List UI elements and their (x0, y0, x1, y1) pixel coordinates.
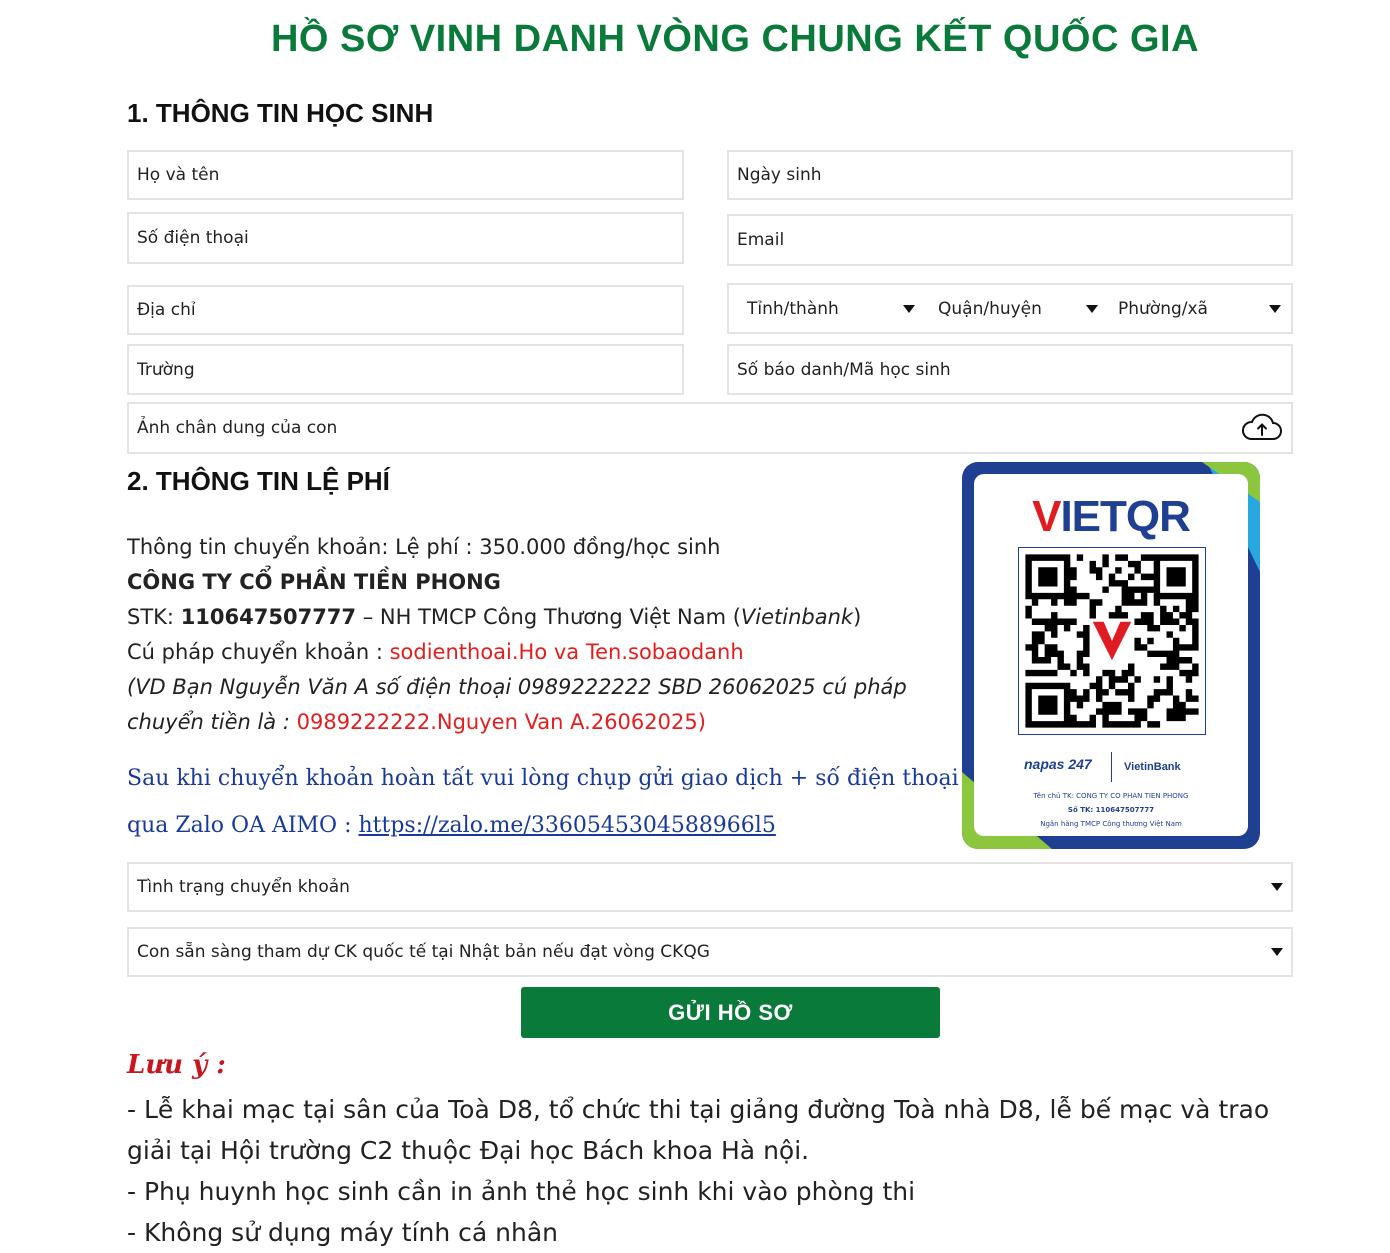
ready-international-select[interactable] (127, 927, 1293, 977)
email-field[interactable] (727, 214, 1293, 266)
fullname-field[interactable] (127, 150, 684, 200)
chevron-down-icon (1086, 305, 1098, 313)
account-number: 110647507777 (180, 605, 357, 629)
dob-field[interactable] (727, 150, 1293, 200)
district-label: Quận/huyện (938, 298, 1042, 319)
cloud-upload-icon[interactable] (1241, 413, 1283, 443)
chevron-down-icon (1271, 948, 1283, 956)
vietqr-v: V (1032, 492, 1061, 541)
location-selects (727, 283, 1293, 334)
ward-label: Phường/xã (1118, 298, 1208, 319)
qr-account-number: Số TK: 110647507777 (1067, 806, 1155, 814)
example-value: 0989222222.Nguyen Van A.26062025) (296, 710, 706, 734)
email-input[interactable] (729, 216, 1291, 264)
bank-name: Vietinbank (740, 605, 854, 629)
qr-code-icon (1018, 547, 1206, 735)
province-label: Tỉnh/thành (747, 298, 839, 319)
school-input[interactable] (129, 346, 682, 393)
bank-account-line (127, 600, 861, 635)
vietinbank-logo: VietinBank (1124, 761, 1181, 773)
qr-inner (974, 474, 1248, 836)
example-line-2 (127, 705, 706, 740)
portrait-label: Ảnh chân dung của con (137, 418, 338, 438)
vietqr-text: IETQR (1060, 492, 1190, 541)
zalo-link[interactable]: https://zalo.me/3360545304588966l5 (358, 813, 776, 838)
note-item: - Phụ huynh học sinh cần in ảnh thẻ học sinh khi vào phòng thi (127, 1177, 916, 1206)
address-input[interactable] (129, 287, 682, 333)
vietqr-card (962, 462, 1260, 849)
province-select[interactable] (747, 285, 915, 332)
phone-field[interactable] (127, 212, 684, 264)
note-item: - Không sử dụng máy tính cá nhân (127, 1218, 559, 1247)
example-prefix: chuyển tiền là : (127, 710, 297, 734)
page-title: HỒ SƠ VINH DANH VÒNG CHUNG KẾT QUỐC GIA (270, 18, 1200, 60)
company-name: CÔNG TY CỔ PHẦN TIỀN PHONG (127, 570, 501, 594)
note-item: - Lễ khai mạc tại sân của Toà D8, tổ chức thi tại giảng đường Toà nhà D8, lễ bế mạc và trao giải tại Hội trường C2 thuộc Đại học Bách khoa Hà nội. (127, 1095, 1270, 1165)
stk-prefix: STK: (127, 605, 181, 629)
notes-heading: Lưu ý : (127, 1050, 226, 1080)
qr-bank-name: Ngân hàng TMCP Công thương Việt Nam (1040, 820, 1182, 828)
logo-divider (1111, 752, 1112, 782)
address-field[interactable] (127, 285, 684, 335)
chevron-down-icon (903, 305, 915, 313)
fee-line: Thông tin chuyển khoản: Lệ phí : 350.000 đồng/học sinh (127, 535, 721, 559)
vietqr-logo (974, 492, 1248, 542)
example-line-1: (VD Bạn Nguyễn Văn A số điện thoại 0989222222 SBD 26062025 cú pháp (127, 675, 907, 699)
chevron-down-icon (1269, 305, 1281, 313)
ward-select[interactable] (1118, 285, 1281, 332)
section-fee-heading: 2. THÔNG TIN LỆ PHÍ (127, 466, 390, 496)
submit-button[interactable]: GỬI HỒ SƠ (521, 987, 940, 1038)
transfer-status-label: Tình trạng chuyển khoản (137, 877, 350, 897)
student-id-input[interactable] (729, 346, 1291, 393)
syntax-value: sodienthoai.Ho va Ten.sobaodanh (389, 640, 744, 664)
zalo-instructions (127, 755, 977, 849)
syntax-label: Cú pháp chuyển khoản : (127, 640, 390, 664)
district-select[interactable] (938, 285, 1098, 332)
portrait-upload[interactable] (127, 402, 1293, 454)
section-student-info-heading: 1. THÔNG TIN HỌC SINH (127, 98, 434, 128)
napas-logo: napas 247 (1024, 756, 1092, 772)
ready-international-label: Con sẵn sàng tham dự CK quốc tế tại Nhật bản nếu đạt vòng CKQG (137, 942, 710, 962)
school-field[interactable] (127, 344, 684, 395)
student-id-field[interactable] (727, 344, 1293, 395)
transfer-status-select[interactable] (127, 862, 1293, 912)
syntax-line (127, 635, 744, 670)
dob-input[interactable] (729, 152, 1291, 198)
qr-account-holder: Tên chủ TK: CONG TY CO PHAN TIEN PHONG (1033, 792, 1189, 800)
phone-input[interactable] (129, 214, 682, 262)
bank-close: ) (853, 605, 862, 629)
fullname-input[interactable] (129, 152, 682, 198)
zalo-text: Sau khi chuyển khoản hoàn tất vui lòng chụp gửi giao dịch + số điện thoại qua Zalo OA AIMO : (127, 766, 959, 838)
chevron-down-icon (1271, 883, 1283, 891)
bank-text: – NH TMCP Công Thương Việt Nam ( (356, 605, 741, 629)
